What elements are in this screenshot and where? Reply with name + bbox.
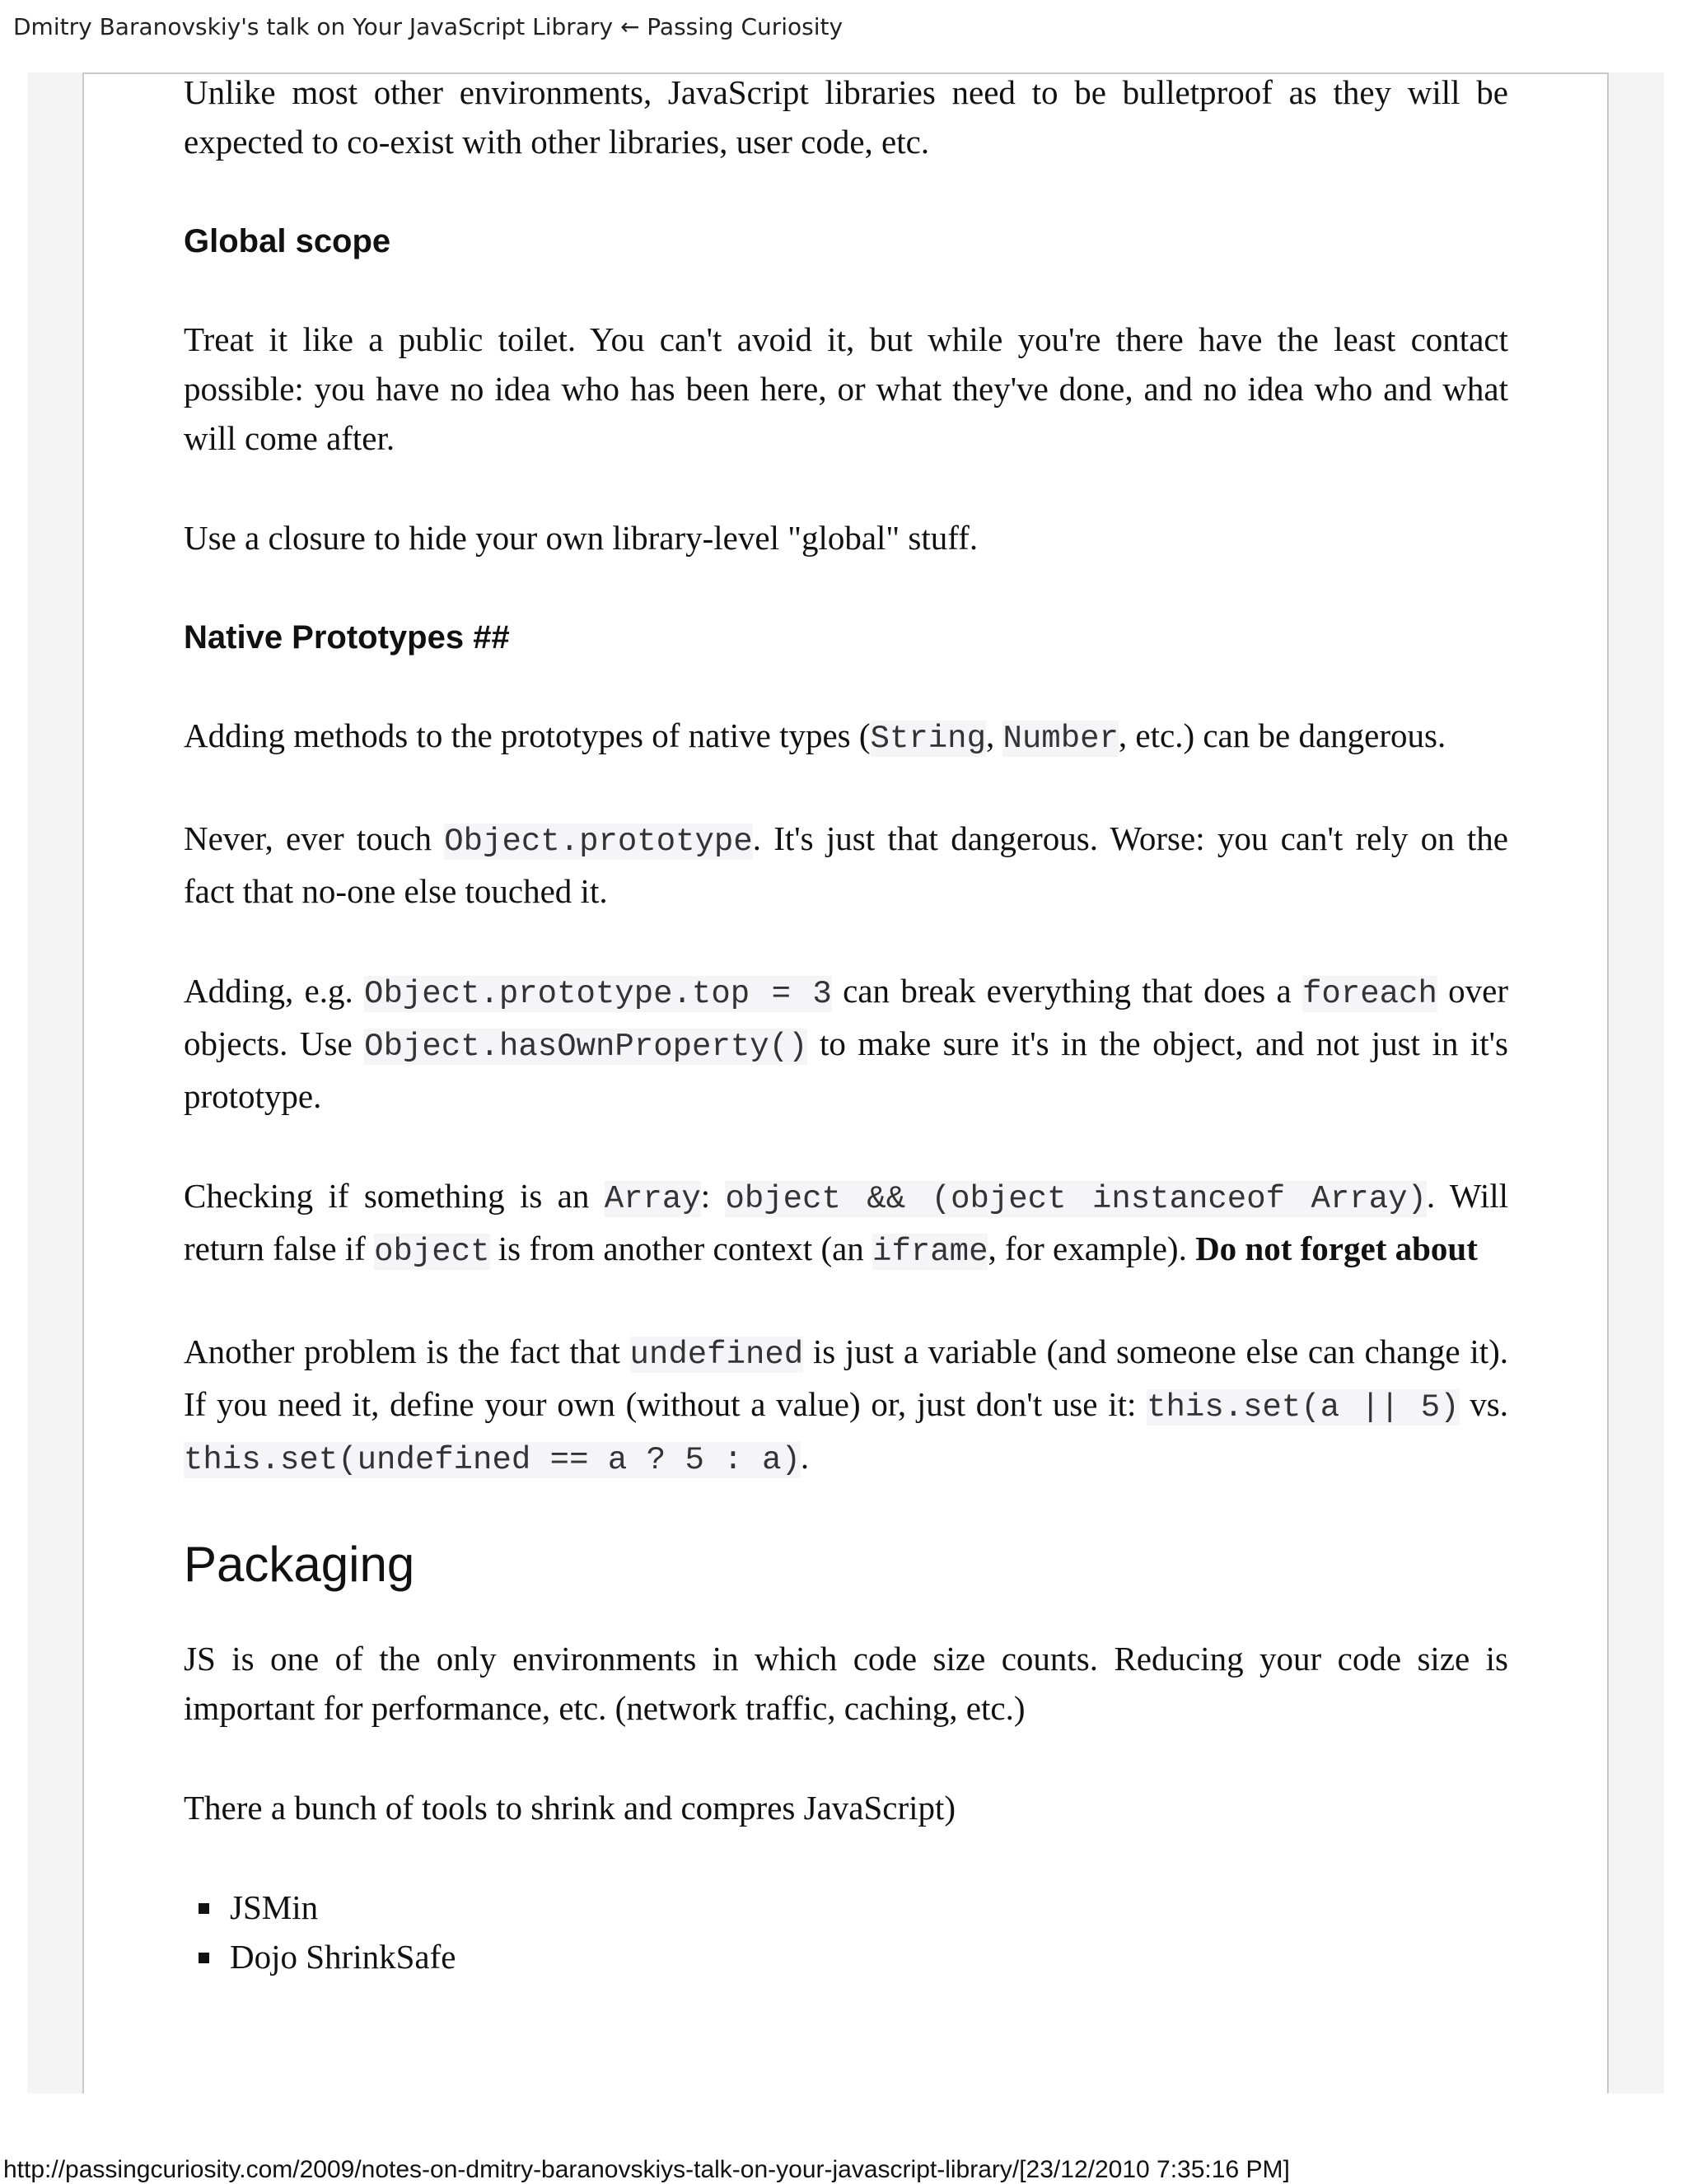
heading-packaging: Packaging [184,1537,415,1592]
article-content [184,68,1508,1981]
text: , etc.) can be dangerous. [1118,716,1446,754]
text: . [800,1438,810,1476]
print-footer-url: http://passingcuriosity.com/2009/notes-on-dmitry-baranovskiys-talk-on-your-javascript-library/[23/12/2010 7:35:16 PM] [3,2156,1290,2183]
text: . It's just that dangerous. Worse: you can't rely on the fact that no-one else touched it. [184,819,1508,910]
text: Checking if something is an [184,1177,605,1215]
inline-code: Object.prototype.top = 3 [364,976,832,1012]
inline-code: this.set(undefined == a ? 5 : a) [184,1442,801,1478]
inline-code: object [374,1234,490,1270]
print-header-title: Dmitry Baranovskiy's talk on Your JavaScript Library ← Passing Curiosity [13,13,844,40]
text: to make sure it's in the object, and not just in it's prototype. [184,1024,1508,1115]
text: can break everything that does a [831,972,1303,1010]
packaging-paragraph-2: There a bunch of tools to shrink and compres JavaScript) [184,1789,956,1827]
inline-code: foreach [1302,976,1437,1012]
text: : [700,1177,726,1215]
text: Never, ever touch [184,819,445,857]
global-scope-paragraph-1: Treat it like a public toilet. You can't avoid it, but while you're there have the least contact possible: you have no idea who has been here, or what they've done, and no idea who and what will come after. [184,320,1508,457]
list-item: Dojo ShrinkSafe [230,1932,1508,1981]
inline-code: String [870,721,986,757]
inline-code: Number [1002,721,1119,757]
inline-code: iframe [872,1234,988,1270]
text: , [985,716,1003,754]
text: is just a variable (and someone else can change it). If you need it, define your own (without a value) or, just don't use it: [184,1332,1509,1423]
native-prototypes-paragraph-2 [184,814,1508,916]
text: , for example). [988,1230,1196,1267]
inline-code: object && (object instanceof Array) [725,1181,1427,1217]
inline-code: Array [604,1181,701,1217]
packaging-paragraph-1: JS is one of the only environments in which code size counts. Reducing your code size is important for performance, etc. (network traffic, caching, etc.) [184,1640,1508,1727]
intro-paragraph: Unlike most other environments, JavaScript libraries need to be bulletproof as they will be expected to co-exist with other libraries, user code, etc. [184,73,1508,161]
heading-native-prototypes: Native Prototypes ## [184,619,510,656]
native-prototypes-paragraph-5 [184,1327,1508,1485]
inline-code: Object.hasOwnProperty() [364,1029,808,1065]
tools-list [184,1883,1508,1981]
bold-text: Do not forget about [1195,1230,1478,1267]
text: Adding methods to the prototypes of native types ( [184,716,871,754]
native-prototypes-paragraph-4 [184,1171,1508,1276]
native-prototypes-paragraph-3 [184,966,1508,1121]
global-scope-paragraph-2: Use a closure to hide your own library-level "global" stuff. [184,519,979,557]
text: is from another context (an [489,1230,873,1267]
list-item: JSMin [230,1883,1508,1932]
text: over objects. Use [184,972,1509,1062]
inline-code: Object.prototype [444,824,753,860]
heading-global-scope: Global scope [184,223,391,259]
text: vs. [1459,1385,1508,1423]
text: Adding, e.g. [184,972,365,1010]
text: Another problem is the fact that [184,1332,630,1370]
native-prototypes-paragraph-1 [184,711,1508,763]
text: . Will return false if [184,1177,1508,1267]
inline-code: this.set(a || 5) [1147,1389,1460,1426]
inline-code: undefined [629,1337,804,1373]
